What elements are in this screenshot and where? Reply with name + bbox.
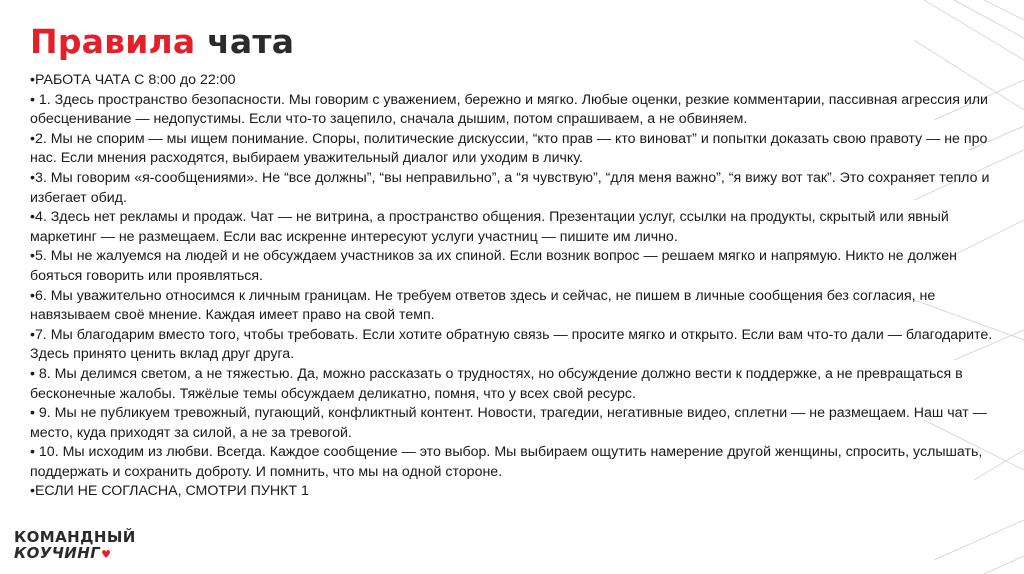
rule-item: •3. Мы говорим «я-сообщениями». Не “все должны”, “вы неправильно”, а “я чувствую”, “для меня важно”, “я вижу вот так”. Это сохраняет тепло и избегает обид. bbox=[30, 169, 990, 206]
heart-icon: ♥ bbox=[101, 548, 112, 561]
rule-item: •2. Мы не спорим — мы ищем понимание. Споры, политические дискуссии, “кто прав — кто виноват” и попытки доказать свою правоту — не про нас. Если мнения расходятся, выбираем уважительный диалог или уходим в личку. bbox=[30, 130, 988, 167]
title-accent: Правила bbox=[30, 22, 196, 61]
rule-item: •7. Мы благодарим вместо того, чтобы требовать. Если хотите обратную связь — просите мягко и открыто. Если вам что-то дали — благодарите. Здесь принято ценить вклад друг друга. bbox=[30, 326, 993, 363]
logo-line-2-text: КОУЧИНГ bbox=[14, 544, 101, 562]
rule-item: •4. Здесь нет рекламы и продаж. Чат — не витрина, а пространство общения. Презентации услуг, ссылки на продукты, скрытый или явный маркетинг — не размещаем. Если вас искренне интересуют услуги участниц — пишите им лично. bbox=[30, 209, 949, 245]
logo-line-2 bbox=[14, 545, 164, 563]
rule-item: • 9. Мы не публикуем тревожный, пугающий, конфликтный контент. Новости, трагедии, негативные видео, сплетни — не размещаем. Наш чат — место, куда приходят за силой, а не за тревогой. bbox=[30, 405, 987, 441]
rule-item: •5. Мы не жалуемся на людей и не обсуждаем участников за их спиной. Если возник вопрос — решаем мягко и напрямую. Никто не должен бояться говорить или проявляться. bbox=[30, 248, 957, 284]
logo-line-1: КОМАНДНЫЙ bbox=[14, 528, 136, 546]
rule-item: • 10. Мы исходим из любви. Всегда. Каждое сообщение — это выбор. Мы выбираем ощутить намерение другой женщины, спросить, услышать, поддержать и сохранить доброту. И помнить, что мы на одной стороне. bbox=[30, 444, 983, 480]
rule-item: • 8. Мы делимся светом, а не тяжестью. Да, можно рассказать о трудностях, но обсуждение должно вести к поддержке, а не превращаться в бесконечные жалобы. Тяжёлые темы обсуждаем деликатно, помня, что у всех свой ресурс. bbox=[30, 365, 963, 402]
rule-item: • 1. Здесь пространство безопасности. Мы говорим с уважением, бережно и мягко. Любые оценки, резкие комментарии, пассивная агрессия или обесценивание — недопустимы. Если что-то зацепило, сначала дышим, потом спрашиваем, а не обвиняем. bbox=[30, 91, 988, 128]
rules-list bbox=[30, 71, 1010, 502]
page-title bbox=[30, 22, 294, 61]
brand-logo bbox=[14, 529, 164, 563]
rule-item: •6. Мы уважительно относимся к личным границам. Не требуем ответов здесь и сейчас, не пишем в личные сообщения без согласия, не навязываем своё мнение. Каждая имеет право на свой темп. bbox=[30, 287, 936, 324]
title-rest: чата bbox=[207, 22, 295, 61]
rule-item: •ЕСЛИ НЕ СОГЛАСНА, СМОТРИ ПУНКТ 1 bbox=[30, 483, 309, 500]
rule-item: •РАБОТА ЧАТА С 8:00 до 22:00 bbox=[30, 72, 236, 88]
